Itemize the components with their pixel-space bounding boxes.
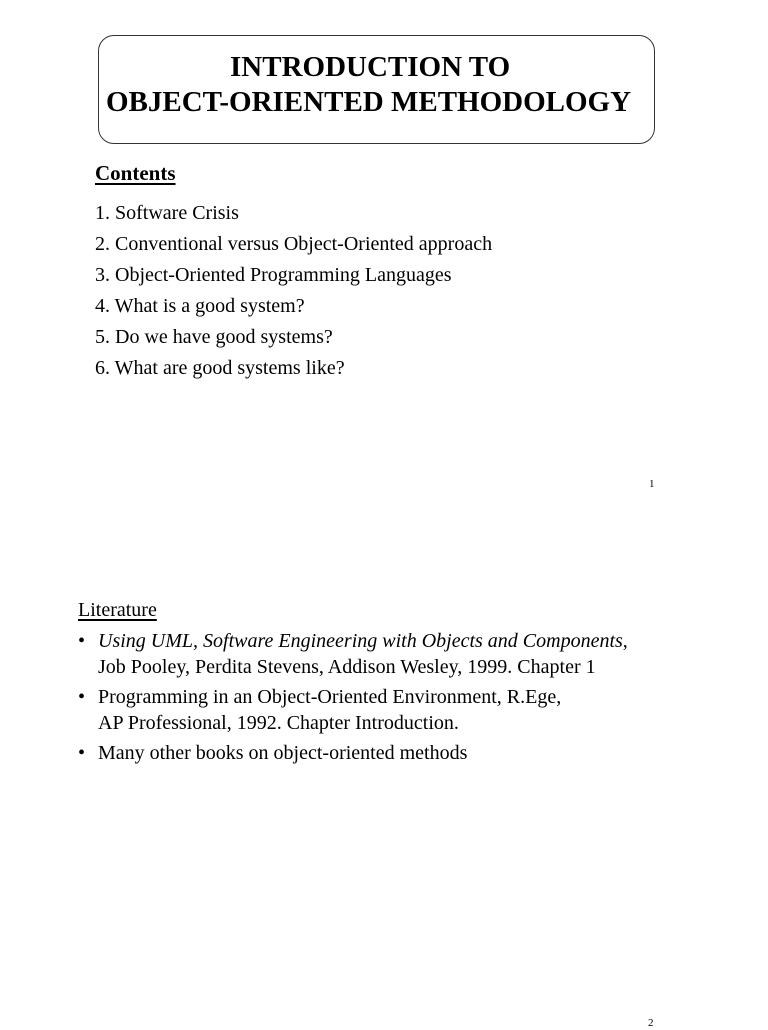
literature-item: [78, 684, 718, 736]
literature-item-line: Many other books on object-oriented methods: [98, 742, 468, 764]
page-number-2: 2: [648, 1017, 654, 1029]
bullet-icon: •: [78, 686, 86, 708]
literature-item-line: Programming in an Object-Oriented Environment, R.Ege,: [98, 686, 562, 708]
contents-item: 3. Object-Oriented Programming Languages: [95, 264, 452, 286]
literature-list: [78, 628, 718, 770]
literature-item: [78, 740, 718, 766]
literature-item-detail: Job Pooley, Perdita Stevens, Addison Wesley, 1999. Chapter 1: [98, 656, 596, 678]
contents-item: 2. Conventional versus Object-Oriented approach: [95, 233, 493, 255]
page-number-1: 1: [649, 478, 655, 490]
title-line-1: INTRODUCTION TO: [230, 51, 511, 83]
literature-item-line: AP Professional, 1992. Chapter Introduction.: [98, 712, 459, 734]
contents-list: [95, 198, 492, 384]
bullet-icon: •: [78, 630, 86, 652]
contents-item: 1. Software Crisis: [95, 202, 239, 224]
book-title-suffix: ,: [622, 630, 628, 652]
book-title: Using UML, Software Engineering with Objects and Components: [98, 630, 623, 652]
contents-item: 5. Do we have good systems?: [95, 326, 333, 348]
contents-item: 4. What is a good system?: [95, 295, 305, 317]
contents-heading: Contents: [95, 161, 176, 185]
bullet-icon: •: [78, 742, 86, 764]
literature-item: [78, 628, 718, 680]
literature-item-title-line: [98, 628, 718, 654]
literature-heading: Literature: [78, 599, 157, 621]
contents-item: 6. What are good systems like?: [95, 357, 345, 379]
title-line-2: OBJECT-ORIENTED METHODOLOGY: [106, 86, 632, 118]
